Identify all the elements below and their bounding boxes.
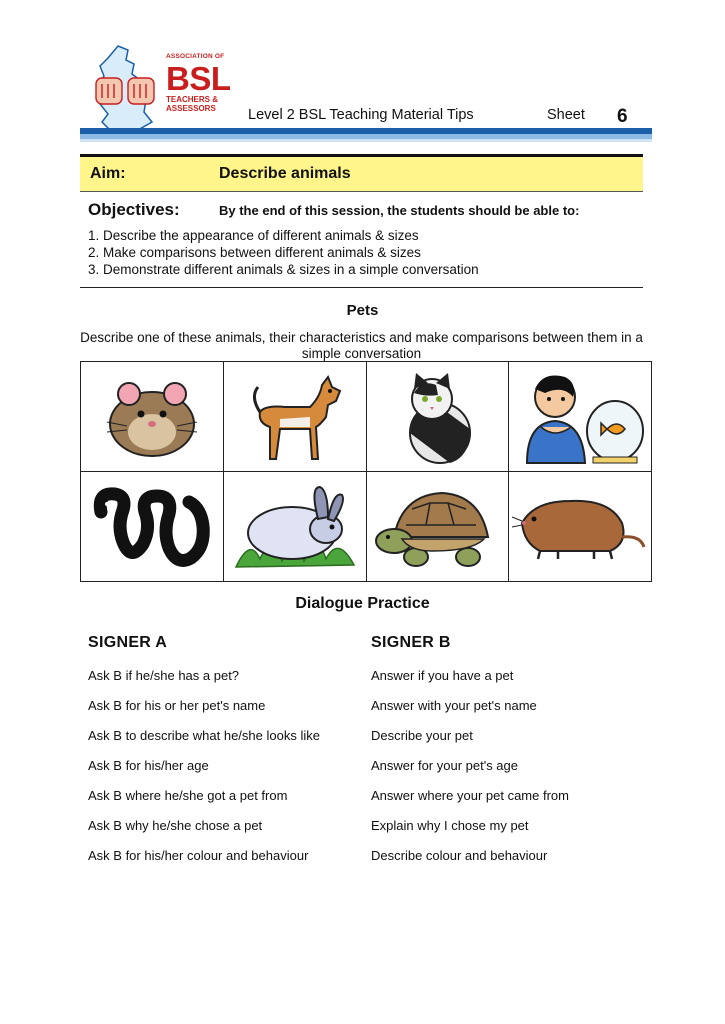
tortoise-icon <box>372 479 502 574</box>
aim-box <box>80 154 643 192</box>
grid-cell-dog <box>223 362 366 472</box>
snake-icon <box>87 482 217 572</box>
grid-cell-goldfish <box>509 362 652 472</box>
signer-a-line: Ask B for his/her age <box>88 758 209 773</box>
signer-b-line: Answer where your pet came from <box>371 788 569 803</box>
association-logo <box>88 42 231 140</box>
objectives-intro: By the end of this session, the students should be able to: <box>219 203 580 218</box>
objectives-label: Objectives: <box>88 200 180 219</box>
rabbit-icon <box>230 479 360 574</box>
grid-cell-guinea-pig <box>509 472 652 582</box>
sheet-label: Sheet <box>547 107 585 123</box>
signer-a-line: Ask B if he/she has a pet? <box>88 668 240 683</box>
grid-cell-cat <box>366 362 509 472</box>
logo-brand: BSL <box>166 59 231 97</box>
signer-b-line: Answer for your pet's age <box>371 758 518 773</box>
aim-text: Describe animals <box>219 165 351 182</box>
grid-cell-snake <box>81 472 224 582</box>
signer-b-heading: SIGNER B <box>371 634 451 651</box>
signer-a-heading: SIGNER A <box>88 634 168 651</box>
signer-b-line: Explain why I chose my pet <box>371 818 529 833</box>
guinea-pig-icon <box>510 487 650 567</box>
signer-b-list <box>371 668 569 878</box>
section-divider <box>80 287 643 288</box>
header-band-light <box>80 139 652 142</box>
sheet-number: 6 <box>617 106 628 127</box>
dog-icon <box>240 367 350 467</box>
pets-title: Pets <box>346 302 379 319</box>
signer-a-line: Ask B for his or her pet's name <box>88 698 266 713</box>
goldfish-icon <box>515 367 645 467</box>
grid-cell-hamster <box>81 362 224 472</box>
pets-description: Describe one of these animals, their characteristics and make comparisons between them in a simple conversation <box>80 330 643 361</box>
objective-item: 3. Demonstrate different animals & sizes in a simple conversation <box>88 262 479 277</box>
aim-label: Aim: <box>90 165 126 182</box>
header-title: Level 2 BSL Teaching Material Tips <box>248 107 474 123</box>
grid-cell-rabbit <box>223 472 366 582</box>
signer-b-line: Answer if you have a pet <box>371 668 514 683</box>
cat-icon <box>392 367 482 467</box>
signer-a-line: Ask B where he/she got a pet from <box>88 788 288 803</box>
objective-item: 1. Describe the appearance of different animals & sizes <box>88 228 419 243</box>
logo-line-1: TEACHERS & <box>166 94 219 104</box>
signer-a-line: Ask B to describe what he/she looks like <box>88 728 320 743</box>
signer-b-line: Describe your pet <box>371 728 473 743</box>
objectives-list <box>88 227 479 278</box>
logo-association-text: ASSOCIATION OF <box>166 53 225 60</box>
uk-map-hands-icon <box>88 42 168 140</box>
objective-item: 2. Make comparisons between different animals & sizes <box>88 245 421 260</box>
signer-a-list <box>88 668 320 878</box>
signer-a-line: Ask B why he/she chose a pet <box>88 818 263 833</box>
signer-b-line: Describe colour and behaviour <box>371 848 548 863</box>
dialogue-title: Dialogue Practice <box>295 595 430 612</box>
logo-line-2: ASSESSORS <box>166 103 216 113</box>
animal-picture-grid <box>80 361 652 582</box>
signer-a-line: Ask B for his/her colour and behaviour <box>88 848 309 863</box>
hamster-icon <box>97 372 207 462</box>
logo-text <box>166 54 231 113</box>
signer-b-line: Answer with your pet's name <box>371 698 537 713</box>
grid-cell-tortoise <box>366 472 509 582</box>
